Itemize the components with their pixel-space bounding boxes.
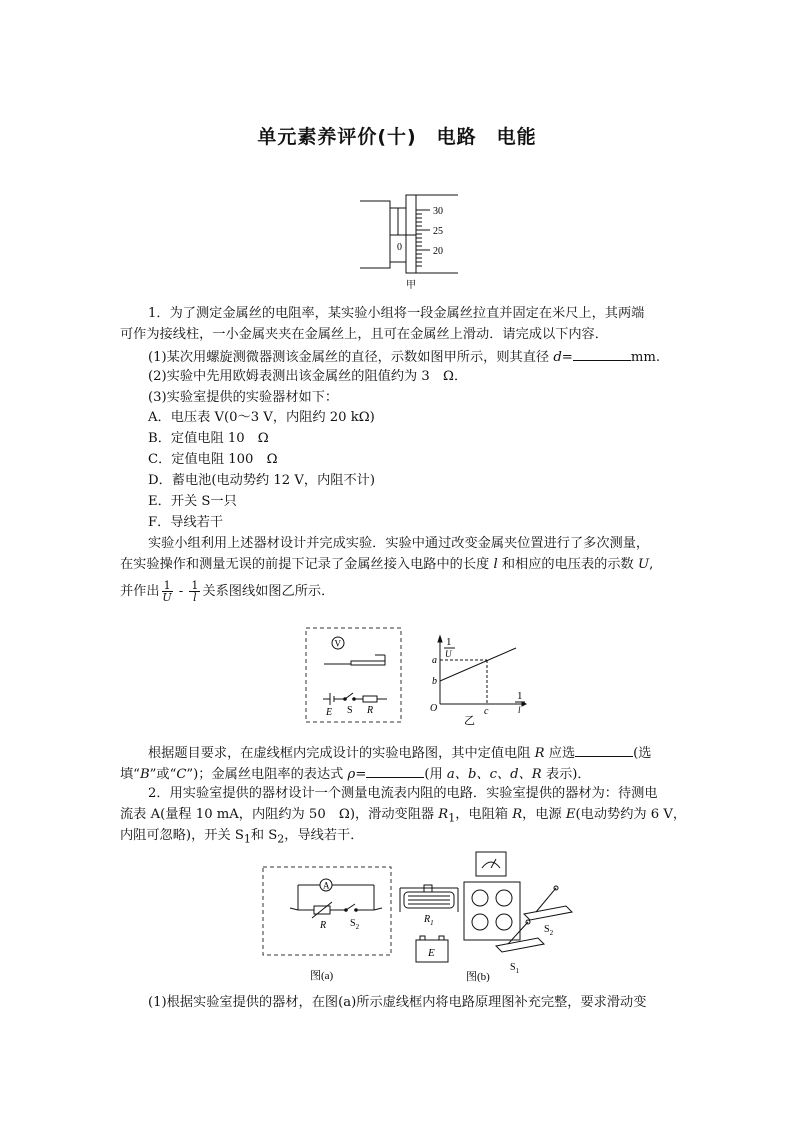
answer-blank-resistivity[interactable] (366, 763, 424, 778)
q1-intro-line-1: 1．为了测定金属丝的电阻率，某实验小组将一段金属丝拉直并固定在米尺上，其两端 (148, 306, 645, 321)
q1-answer-line-2: 填“B”或“C”)；金属丝电阻率的表达式 ρ= (用 a、b、c、d、R 表示)． (120, 763, 591, 785)
micrometer-zero: 0 (397, 242, 402, 253)
switch-s2-device-label: $S_2$ (544, 924, 554, 937)
figure-caption-jia: 甲 (406, 280, 416, 290)
q2-line-2: 流表 A(量程 10 mA，内阻约为 50 Ω)，滑动变阻器 $R_1$，电阻箱 R，电源 E(电动势约为 6 V， (120, 807, 687, 825)
q1-option-a: A．电压表 V(0～3 V，内阻约 20 kΩ) (148, 410, 375, 425)
answer-blank-diameter[interactable] (573, 346, 631, 361)
graph-origin-label: O (430, 703, 438, 714)
q1-circuit-diagram (305, 627, 403, 724)
q2-line-1: 2．用实验室提供的器材设计一个测量电流表内阻的电路．实验室提供的器材为：待测电 (148, 786, 658, 801)
switch-s1-device-label: $S_1$ (510, 962, 520, 975)
x-axis-label-num: 1 (517, 690, 523, 702)
battery-label: E (326, 707, 333, 718)
figure-caption-a: 图(a) (310, 970, 334, 982)
q1-option-b: B．定值电阻 10 Ω (148, 431, 269, 446)
figure-caption-b: 图(b) (466, 971, 490, 983)
q1-option-d: D．蓄电池(电动势约 12 V，内阻不计) (148, 473, 375, 488)
micrometer-figure (358, 190, 468, 290)
y-axis-label-den: U (445, 649, 452, 659)
graph-label-c: c (484, 706, 489, 717)
q2-part-1: (1)根据实验室提供的器材，在图(a)所示虚线框内将电路原理图补充完整，要求滑动变 (148, 995, 647, 1010)
ammeter-label: A (323, 880, 330, 891)
resistor-label: R (367, 705, 374, 716)
q2-line-3: 内阻可忽略)，开关 $S_1$和 $S_2$，导线若干． (120, 828, 364, 846)
q1-answer-line-1: 根据题目要求，在虚线框内完成设计的实验电路图，其中定值电阻 R 应选 (选 (148, 742, 652, 764)
q1-part-3: (3)实验室提供的实验器材如下： (148, 390, 339, 405)
x-axis-label-den: l (518, 705, 521, 715)
q1-design-line-3: 并作出 $\frac{1}{U}$ - $\frac{1}{l}$ 关系图线如图乙所示． (120, 579, 335, 604)
q1-design-line-2: 在实验操作和测量无误的前提下记录了金属丝接入电路中的长度 l 和相应的电压表的示数 U, (120, 557, 654, 572)
q2-figure-b (396, 846, 576, 988)
fraction-1-over-u: $\frac{1}{U}$ (162, 579, 172, 604)
resistance-box-device (464, 882, 520, 940)
ammeter-device (476, 852, 506, 876)
page-title: 单元素养评价(十) 电路 电能 (257, 126, 537, 148)
rheostat-label: $R_1$ (424, 914, 434, 927)
q1-graph-yi (424, 632, 534, 727)
micrometer-tick-25: 25 (433, 226, 443, 237)
q1-intro-line-2: 可作为接线柱，一小金属夹夹在金属丝上，且可在金属丝上滑动．请完成以下内容． (120, 327, 608, 342)
q1-option-c: C．定值电阻 100 Ω (148, 452, 278, 467)
switch-s2-device (524, 906, 572, 920)
q1-part-2: (2)实验中先用欧姆表测出该金属丝的阻值约为 3 Ω． (148, 369, 468, 384)
resistance-box-label: R (320, 920, 327, 931)
fraction-1-over-l: $\frac{1}{l}$ (191, 579, 199, 604)
graph-label-a: a (432, 655, 437, 666)
voltmeter-label: V (334, 638, 341, 649)
q1-option-f: F．导线若干 (148, 515, 224, 530)
figure-caption-yi: 乙 (464, 715, 475, 727)
graph-label-b: b (432, 676, 437, 687)
q2-figure-a (262, 866, 394, 986)
micrometer-tick-30: 30 (433, 206, 443, 217)
q1-option-e: E．开关 S一只 (148, 494, 237, 509)
q1-part-1: (1)某次用螺旋测微器测该金属丝的直径，示数如图甲所示，则其直径 d= mm. (148, 346, 660, 368)
y-axis-label-num: 1 (446, 636, 452, 648)
answer-blank-resistor[interactable] (575, 742, 633, 757)
battery-device-label: E (428, 947, 435, 959)
micrometer-tick-20: 20 (433, 246, 443, 257)
switch-label: S (347, 705, 353, 716)
q1-design-line-1: 实验小组利用上述器材设计并完成实验．实验中通过改变金属夹位置进行了多次测量， (148, 536, 650, 551)
switch-s2-label: $S_2$ (350, 918, 360, 931)
